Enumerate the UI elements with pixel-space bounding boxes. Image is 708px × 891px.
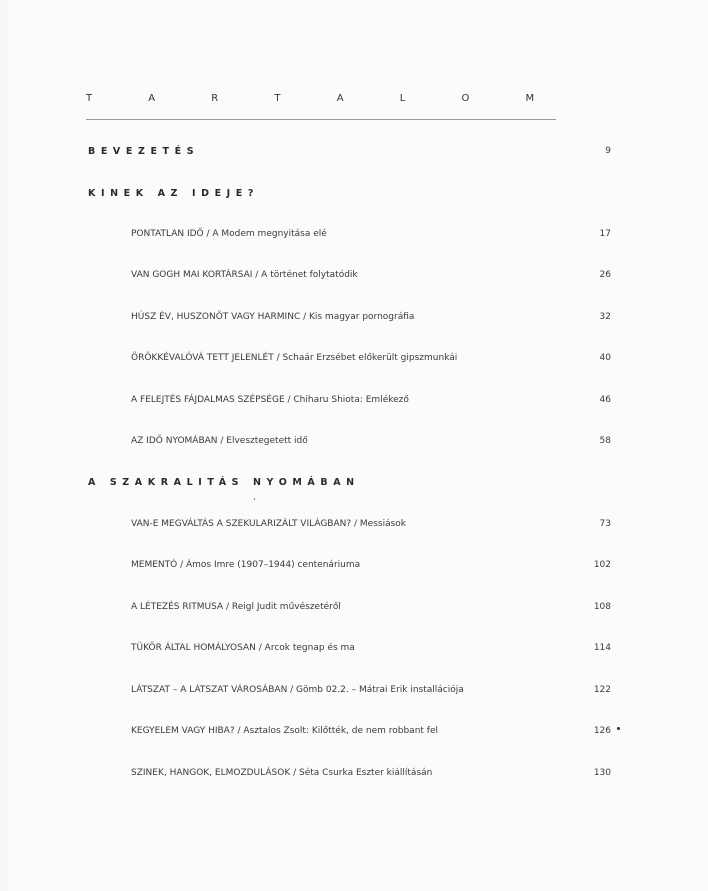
section-heading-kinek-az-ideje: KINEK AZ IDEJE? bbox=[88, 188, 259, 199]
entry-title: VAN GOGH MAI KORTÁRSAI / A történet folytatódik bbox=[131, 270, 358, 280]
entry-page-number: 102 bbox=[593, 560, 611, 570]
entry-page-number: 26 bbox=[599, 270, 611, 280]
entry-title: TÜKÖR ÁLTAL HOMÁLYOSAN / Arcok tegnap és ma bbox=[131, 643, 355, 653]
entry-title: AZ IDŐ NYOMÁBAN / Elvesztegetett idő bbox=[131, 436, 308, 446]
entry-page-number: 32 bbox=[599, 312, 611, 322]
section-heading-bevezetes: BEVEZETÉS bbox=[88, 146, 200, 157]
entry-title: MEMENTÓ / Ámos Imre (1907–1944) centenáriuma bbox=[131, 560, 361, 570]
entry-page-number: 122 bbox=[593, 685, 611, 695]
print-speck bbox=[254, 498, 255, 500]
toc-title: T A R T A L O M bbox=[86, 93, 561, 104]
entry-title: VAN-E MEGVÁLTÁS A SZEKULARIZÁLT VILÁGBAN? / Messiások bbox=[131, 519, 407, 529]
entry-title: A LÉTEZÉS RITMUSA / Reigl Judit művészetéről bbox=[131, 602, 341, 612]
section-heading-a-szakralitas-nyomaban: A SZAKRALITÁS NYOMÁBAN bbox=[88, 477, 360, 488]
entry-title: KEGYELEM VAGY HIBA? / Asztalos Zsolt: Kilőtték, de nem robbant fel bbox=[131, 726, 438, 736]
entry-page-number: 46 bbox=[599, 395, 611, 405]
entry-title: SZINEK, HANGOK, ELMOZDULÁSOK / Séta Csurka Eszter kiállításán bbox=[131, 768, 433, 778]
entry-title: LÁTSZAT – A LÁTSZAT VÁROSÁBAN / Gömb 02.2. – Mátrai Erik installációja bbox=[131, 685, 464, 695]
entry-page-number: 130 bbox=[593, 768, 611, 778]
entry-page-number: 108 bbox=[593, 602, 611, 612]
entry-page-number: 126 bbox=[593, 726, 611, 736]
entry-page-number: 40 bbox=[599, 353, 611, 363]
section-page-number: 9 bbox=[605, 146, 611, 156]
entry-title: ÖRÖKKÉVALÓVÁ TETT JELENLÉT / Schaár Erzsébet előkerült gipszmunkái bbox=[131, 353, 458, 363]
entry-title: PONTATLAN IDŐ / A Modem megnyitása elé bbox=[131, 229, 327, 239]
print-dot bbox=[617, 727, 620, 730]
book-page bbox=[8, 0, 708, 891]
title-divider bbox=[86, 119, 556, 120]
entry-title: HÚSZ ÉV, HUSZONÖT VAGY HARMINC / Kis magyar pornográfia bbox=[131, 312, 415, 322]
entry-page-number: 114 bbox=[593, 643, 611, 653]
entry-page-number: 17 bbox=[599, 229, 611, 239]
entry-title: A FELEJTÉS FÁJDALMAS SZÉPSÉGE / Chiharu Shiota: Emlékező bbox=[131, 395, 409, 405]
entry-page-number: 73 bbox=[599, 519, 611, 529]
entry-page-number: 58 bbox=[599, 436, 611, 446]
